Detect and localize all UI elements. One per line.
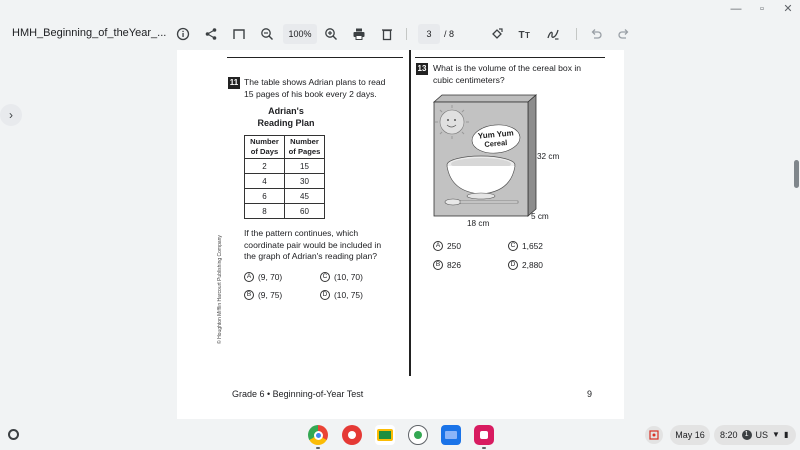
svg-text:T: T [525, 31, 530, 40]
answer-choice-d[interactable] [320, 290, 363, 300]
wifi-icon: ▼ [772, 430, 780, 439]
choice-text: 826 [447, 260, 461, 270]
document-title: HMH_Beginning_of_theYear_... [12, 27, 167, 39]
files-icon[interactable] [441, 425, 461, 445]
zoom-out-icon[interactable] [257, 24, 277, 44]
table-title-line2: Reading Plan [257, 117, 315, 128]
choice-text: (9, 75) [258, 290, 283, 300]
choice-text: (10, 70) [334, 272, 363, 282]
question-11-prompt-line2: coordinate pair would be included in [244, 239, 382, 250]
info-icon[interactable] [173, 24, 193, 44]
battery-icon: ▮ [783, 430, 789, 439]
choice-letter: D [320, 290, 330, 300]
reading-plan-table [244, 135, 325, 219]
print-icon[interactable] [349, 24, 369, 44]
window-controls [730, 2, 794, 16]
close-icon[interactable]: ✕ [783, 3, 793, 15]
choice-letter: C [320, 272, 330, 282]
system-shelf [0, 419, 800, 450]
zoom-in-icon[interactable] [321, 24, 341, 44]
answer-choice-b[interactable] [244, 290, 282, 300]
chrome-icon[interactable] [308, 425, 328, 445]
table-row: 8 60 [245, 204, 325, 219]
answer-choice-c[interactable] [320, 272, 363, 282]
height-dimension: 32 cm [537, 152, 560, 161]
column-header-days: Number of Days [245, 136, 285, 159]
choice-letter: D [508, 260, 518, 270]
question-11-number: 11 [229, 78, 239, 87]
launcher-icon[interactable] [8, 429, 19, 440]
undo-icon[interactable] [586, 24, 606, 44]
svg-text:Cereal: Cereal [483, 138, 508, 149]
rule-left [227, 57, 403, 58]
status-area[interactable] [714, 425, 796, 445]
share-icon[interactable] [201, 24, 221, 44]
depth-dimension: 5 cm [531, 212, 549, 221]
choice-letter: A [433, 241, 443, 251]
fit-page-icon[interactable] [229, 24, 249, 44]
rotate-icon[interactable] [487, 24, 507, 44]
choice-letter: C [508, 241, 518, 251]
zoom-level[interactable]: 100% [283, 24, 317, 44]
running-indicator [482, 447, 486, 449]
answer-choice-b[interactable] [433, 260, 461, 270]
locale-indicator: US [755, 430, 769, 440]
table-row: 4 30 [245, 174, 325, 189]
column-header-pages: Number of Pages [285, 136, 325, 159]
page-footer: Grade 6 • Beginning-of-Year Test [232, 389, 364, 399]
table-title [250, 106, 322, 129]
toolbar-separator-2 [576, 28, 577, 40]
choice-text: 2,880 [522, 260, 543, 270]
choice-letter: B [244, 290, 254, 300]
width-dimension: 18 cm [467, 219, 490, 228]
question-11-prompt-line3: the graph of Adrian's reading plan? [244, 251, 378, 261]
delete-icon[interactable] [377, 24, 397, 44]
maximize-icon[interactable]: ▫ [760, 3, 764, 15]
notification-badge: 1 [742, 430, 752, 440]
answer-choice-c[interactable] [508, 241, 543, 251]
pdf-toolbar [0, 18, 800, 50]
sidebar-toggle-button[interactable]: › [0, 104, 22, 126]
redo-icon[interactable] [614, 24, 634, 44]
choice-text: 250 [447, 241, 461, 251]
question-11-text-line1: The table shows Adrian plans to read [244, 77, 386, 87]
table-title-line1: Adrian's [268, 106, 304, 116]
choice-text: (9, 70) [258, 272, 283, 282]
app-icon[interactable] [474, 425, 494, 445]
page-total: / 8 [444, 29, 455, 39]
copyright-notice: © Houghton Mifflin Harcourt Publishing Company [217, 235, 223, 344]
choice-letter: B [433, 260, 443, 270]
answer-choice-a[interactable] [433, 241, 461, 251]
rule-right [415, 57, 605, 58]
clock: 8:20 [720, 430, 738, 440]
choice-text: (10, 75) [334, 290, 363, 300]
choice-letter: A [244, 272, 254, 282]
screen-capture-icon[interactable] [645, 426, 663, 444]
text-icon[interactable] [515, 24, 535, 44]
minimize-icon[interactable]: — [730, 3, 742, 15]
vertical-scrollbar[interactable] [794, 160, 799, 188]
running-indicator [316, 447, 320, 449]
answer-choice-a[interactable] [244, 272, 282, 282]
page-number: 9 [587, 389, 593, 399]
choice-text: 1,652 [522, 241, 543, 251]
paint-icon[interactable] [342, 425, 362, 445]
date-display[interactable]: May 16 [670, 425, 710, 445]
canvas-icon[interactable] [408, 425, 428, 445]
draw-icon[interactable] [543, 24, 563, 44]
question-11-text-line2: 15 pages of his book every 2 days. [244, 88, 377, 99]
toolbar-separator [406, 28, 407, 40]
column-divider [409, 50, 411, 376]
question-11-prompt-line1: If the pattern continues, which [244, 228, 359, 238]
answer-choice-d[interactable] [508, 260, 543, 270]
sun-icon [435, 105, 469, 139]
question-13-number: 13 [417, 64, 427, 73]
question-13-text-line2: cubic centimeters? [433, 74, 505, 85]
svg-text:Yum Yum: Yum Yum [477, 128, 515, 141]
svg-text:T: T [518, 30, 525, 41]
table-row: 2 15 [245, 159, 325, 174]
table-row: 6 45 [245, 189, 325, 204]
page-number-input[interactable]: 3 [418, 24, 440, 44]
pdf-page [177, 50, 624, 419]
classroom-icon[interactable] [375, 425, 395, 445]
cereal-box-illustration [431, 92, 541, 218]
question-13-text-line1: What is the volume of the cereal box in [433, 63, 582, 73]
